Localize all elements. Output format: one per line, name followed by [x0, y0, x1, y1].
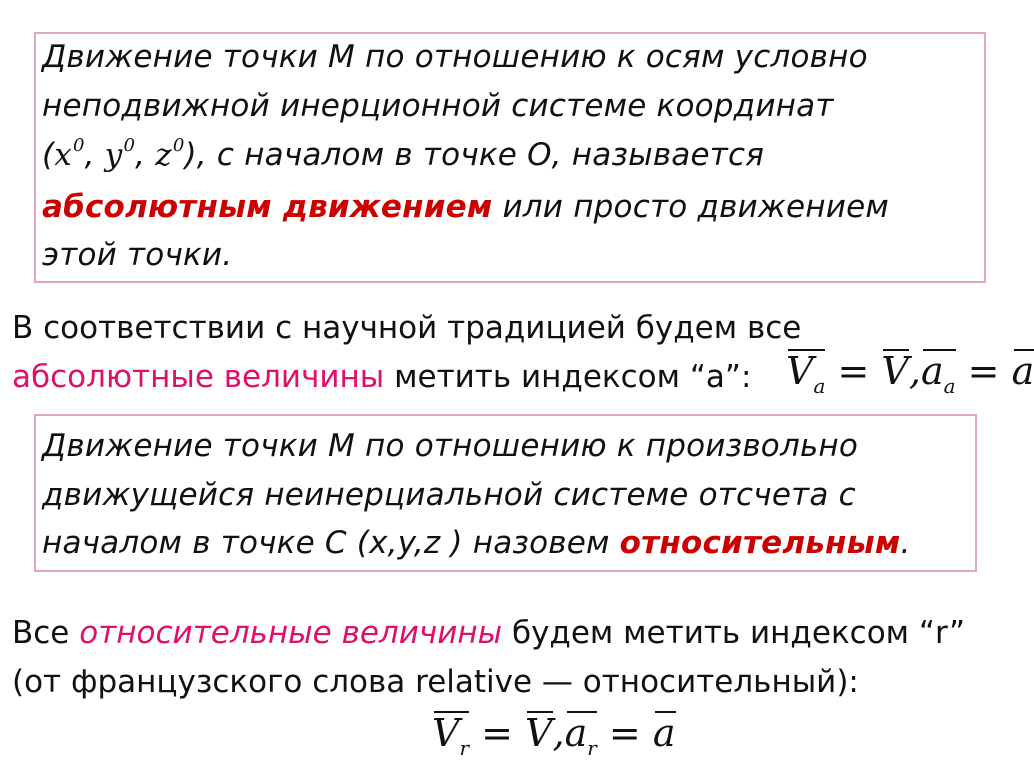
- box2-line3: началом в точке С (x,y,z ) назовем относительным.: [42, 525, 911, 561]
- box1-line4: абсолютным движением или просто движением: [42, 189, 889, 225]
- box2-line2: движущейся неинерциальной системе отсчета с: [42, 477, 856, 513]
- a-vector: $a_a$: [920, 349, 956, 398]
- V-vector: $V_r$: [432, 711, 470, 760]
- para2-line2: (от французского слова relative — относительный):: [12, 664, 859, 700]
- term-absolute-motion: абсолютным движением: [42, 189, 493, 225]
- box1-line3: ($x^0$, $y^0$, $z^0$), с началом в точке О, называется: [42, 135, 765, 173]
- a-vector-rhs: a: [652, 711, 676, 755]
- a-vector-rhs: a: [1011, 349, 1034, 393]
- V-vector-rhs: V: [881, 349, 909, 393]
- box2-line1: Движение точки М по отношению к произвольно: [42, 428, 859, 464]
- term-relative: относительным: [619, 525, 901, 561]
- box1-line1: Движение точки М по отношению к осям условно: [42, 39, 868, 75]
- formula-absolute: $V_a = V,a_a = a$: [786, 349, 1034, 398]
- V-vector: $V_a$: [786, 349, 826, 398]
- V-vector-rhs: V: [525, 711, 553, 755]
- box1-line3-rest: ), с началом в точке О, называется: [184, 137, 765, 173]
- para1-line1: В соответствии с научной традицией будем все: [12, 310, 802, 346]
- para2-line1: Все относительные величины будем метить индексом “r”: [12, 615, 966, 651]
- para1-line2: абсолютные величины метить индексом “a”:: [12, 359, 752, 395]
- term-relative-quantities: относительные величины: [79, 615, 503, 651]
- term-absolute-quantities: абсолютные величины: [12, 359, 385, 395]
- formula-relative: $V_r = V,a_r = a$: [432, 711, 676, 760]
- box1-line2: неподвижной инерционной системе координат: [42, 88, 834, 124]
- coord-z0: $z^0$: [155, 135, 185, 173]
- a-vector: $a_r$: [564, 711, 597, 760]
- coord-y0: $y^0$: [104, 135, 136, 173]
- coord-x0: $x^0$: [54, 135, 85, 173]
- box1-line5: этой точки.: [42, 237, 233, 273]
- open-paren: (: [42, 137, 55, 173]
